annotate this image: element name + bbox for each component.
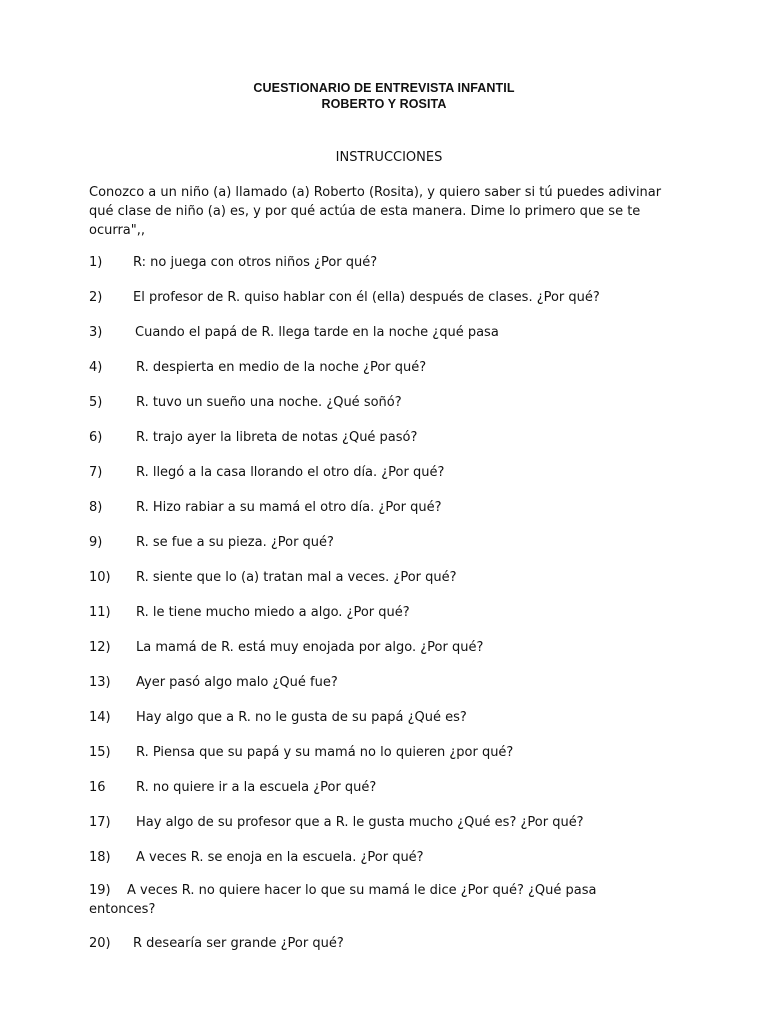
question-text: Hay algo que a R. no le gusta de su papá ¿Qué es? [136, 710, 467, 725]
question-number: 11) [89, 605, 111, 620]
question-text: R. Hizo rabiar a su mamá el otro día. ¿Por qué? [136, 500, 442, 515]
question-text: R. le tiene mucho miedo a algo. ¿Por qué? [136, 605, 410, 620]
question-text: R. llegó a la casa llorando el otro día. ¿Por qué? [136, 465, 445, 480]
question-number: 8) [89, 500, 103, 515]
document-subtitle: ROBERTO Y ROSITA [321, 97, 447, 111]
question-number: 20) [89, 936, 111, 951]
question-number: 5) [89, 395, 103, 410]
question-text: R. siente que lo (a) tratan mal a veces. ¿Por qué? [136, 570, 457, 585]
intro-paragraph: Conozco a un niño (a) llamado (a) Roberto (Rosita), y quiero saber si tú puedes adivinar qué clase de niño (a) es, y por qué actúa de esta manera. Dime lo primero que se te ocurra",, [89, 185, 662, 238]
question-text: R. trajo ayer la libreta de notas ¿Qué pasó? [136, 430, 418, 445]
question-number: 19) [89, 883, 111, 898]
question-text: R desearía ser grande ¿Por qué? [133, 936, 344, 951]
question-number: 10) [89, 570, 111, 585]
question-text: R. despierta en medio de la noche ¿Por qué? [136, 360, 427, 375]
question-number: 3) [89, 325, 103, 340]
question-number: 7) [89, 465, 103, 480]
question-text: R: no juega con otros niños ¿Por qué? [133, 255, 378, 270]
document-title: CUESTIONARIO DE ENTREVISTA INFANTIL [253, 81, 515, 95]
question-number: 9) [89, 535, 103, 550]
question-number: 16 [89, 780, 106, 795]
question-number: 1) [89, 255, 103, 270]
question-number: 6) [89, 430, 103, 445]
question-text: Hay algo de su profesor que a R. le gusta mucho ¿Qué es? ¿Por qué? [136, 815, 584, 830]
question-text: La mamá de R. está muy enojada por algo. ¿Por qué? [136, 640, 484, 655]
question-text: R. se fue a su pieza. ¿Por qué? [136, 535, 334, 550]
question-number: 12) [89, 640, 111, 655]
question-number: 17) [89, 815, 111, 830]
question-item [89, 881, 649, 919]
question-text: R. tuvo un sueño una noche. ¿Qué soñó? [136, 395, 402, 410]
question-text: A veces R. no quiere hacer lo que su mamá le dice ¿Por qué? ¿Qué pasa entonces? [89, 883, 597, 917]
question-text: Ayer pasó algo malo ¿Qué fue? [136, 675, 338, 690]
question-text: Cuando el papá de R. llega tarde en la noche ¿qué pasa [135, 325, 499, 340]
question-text: El profesor de R. quiso hablar con él (ella) después de clases. ¿Por qué? [133, 290, 600, 305]
question-text: R. no quiere ir a la escuela ¿Por qué? [136, 780, 377, 795]
question-number: 15) [89, 745, 111, 760]
question-number: 2) [89, 290, 103, 305]
question-text: A veces R. se enoja en la escuela. ¿Por qué? [136, 850, 424, 865]
question-number: 4) [89, 360, 103, 375]
instructions-heading: INSTRUCCIONES [335, 150, 443, 165]
question-number: 18) [89, 850, 111, 865]
question-number: 14) [89, 710, 111, 725]
question-number: 13) [89, 675, 111, 690]
question-text: R. Piensa que su papá y su mamá no lo quieren ¿por qué? [136, 745, 514, 760]
